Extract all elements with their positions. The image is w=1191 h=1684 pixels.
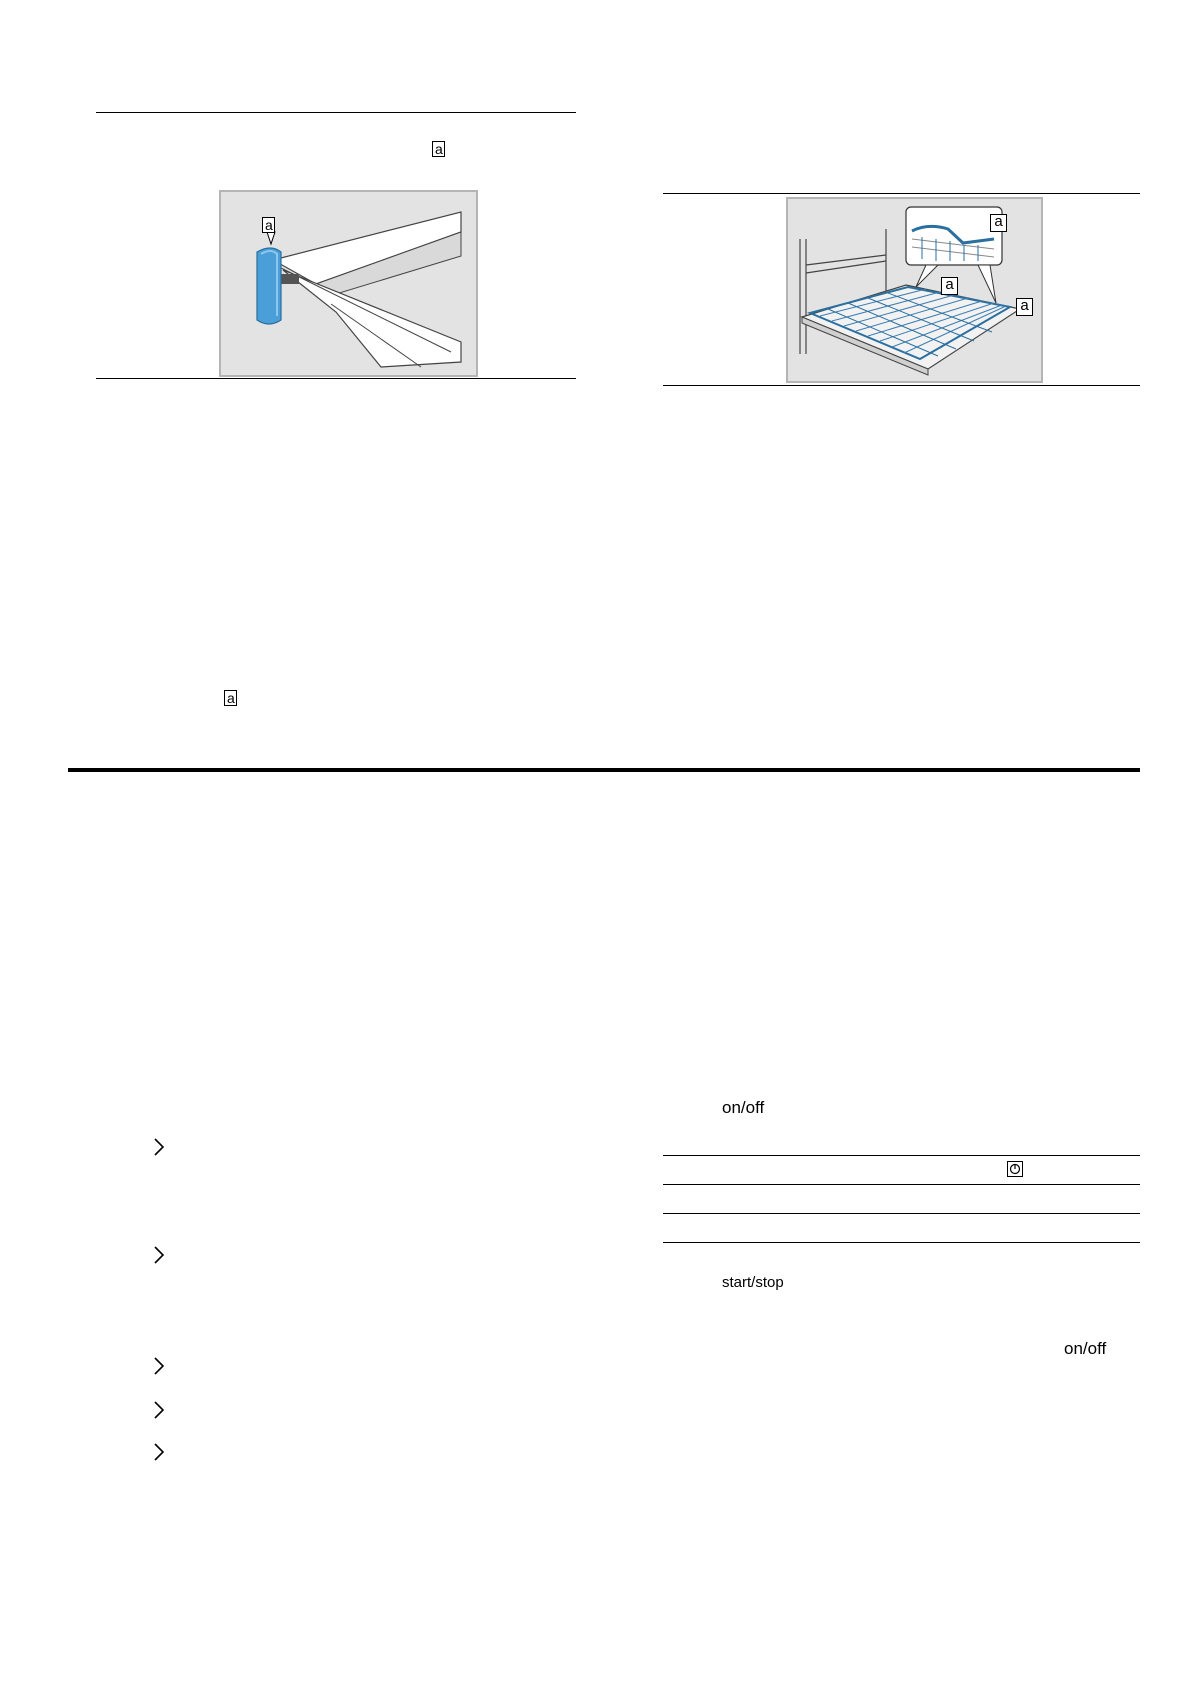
- chevron-right-icon: [150, 1244, 168, 1266]
- callout-label-a-fig2-inset: a: [990, 214, 1007, 232]
- callout-label-a-inline: a: [432, 141, 445, 157]
- power-symbol-icon: [1007, 1161, 1023, 1177]
- figure-grid-on-tray: [786, 197, 1043, 383]
- table-rule-top: [663, 1155, 1140, 1156]
- table-rule-header: [663, 1184, 1140, 1185]
- table-rule-row-2: [663, 1242, 1140, 1243]
- callout-label-a-fig2-left: a: [941, 277, 958, 295]
- section-divider: [68, 768, 1140, 772]
- chevron-right-icon: [150, 1399, 168, 1421]
- figure-tray-handle: [219, 190, 478, 377]
- callout-label-a-inline-lower: a: [224, 690, 237, 706]
- on-off-button-label: on/off: [722, 1098, 765, 1117]
- figure-rule-left: [96, 378, 576, 379]
- table-rule-row-1: [663, 1213, 1140, 1214]
- figure-rule-right: [663, 385, 1140, 386]
- callout-label-a-fig2-right: a: [1016, 298, 1033, 316]
- top-rule-left: [96, 112, 576, 113]
- start-stop-button-label: start/stop: [722, 1274, 784, 1291]
- callout-label-a-fig1: a: [262, 217, 275, 233]
- chevron-right-icon: [150, 1355, 168, 1377]
- on-off-button-label-lower: on/off: [1064, 1339, 1107, 1358]
- chevron-right-icon: [150, 1136, 168, 1158]
- chevron-right-icon: [150, 1441, 168, 1463]
- top-rule-right: [663, 193, 1140, 194]
